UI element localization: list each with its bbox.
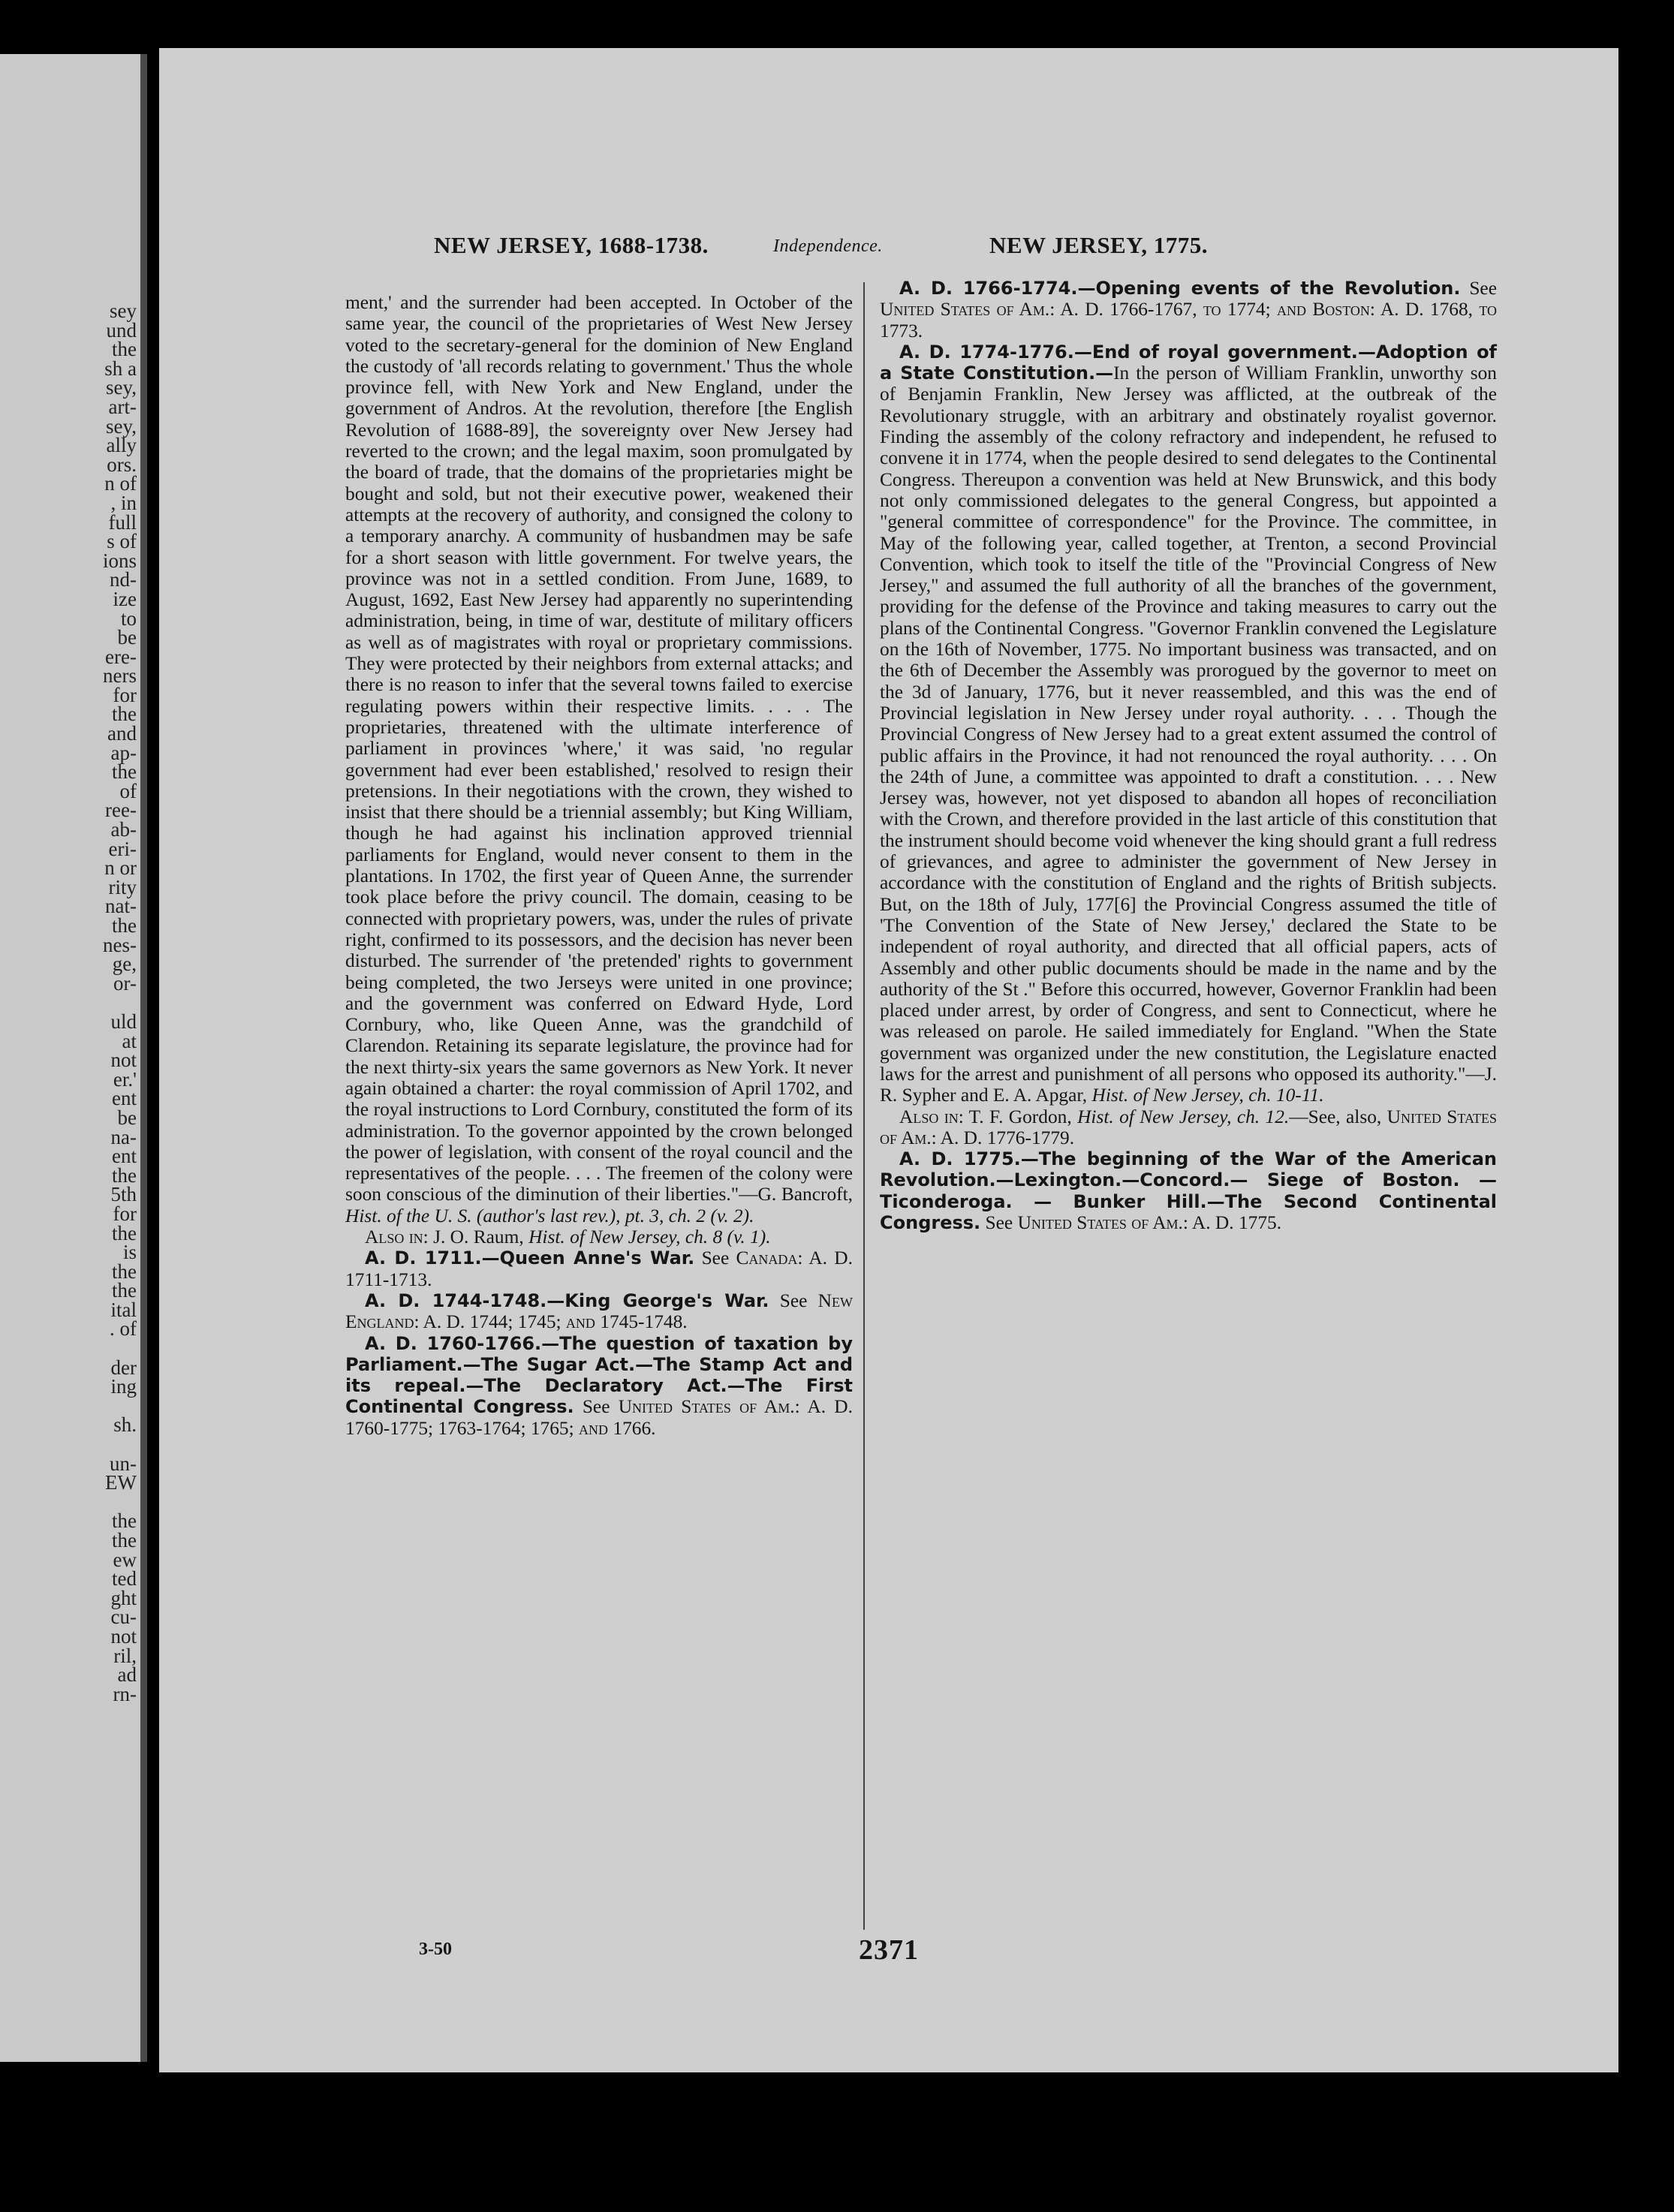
- previous-page-fragments: sey und the sh a sey, art- sey, ally ors. n of , in full s of ions nd- ize to be ere- ners for the and ap- the of ree- ab- eri- n or rity nat- the nes- ge, or- uld at not er.' ent be na- ent the 5th for the is the the ital . of der ing sh. un- EW the the ew ted ght cu- not ril, ad rn-: [102, 299, 137, 1705]
- entry-1760: [345, 1333, 853, 1439]
- see-label: See: [701, 1247, 730, 1269]
- entry-heading: A. D. 1775.—The beginning of the War of the American Revolution.—Lexington.—Concord.— Siege of Boston. — Ticonderoga. — Bunker Hill.—The Second Continental Congress.: [880, 1148, 1497, 1234]
- header-left: NEW JERSEY, 1688-1738.: [434, 232, 709, 258]
- entry-1766: [880, 278, 1497, 342]
- also-in-label: Also in:: [899, 1106, 964, 1127]
- paragraph: [345, 292, 853, 1226]
- entry-heading: A. D. 1744-1748.—King George's War.: [365, 1290, 769, 1311]
- also-in-text: J. O. Raum,: [433, 1226, 524, 1248]
- also-in-label: Also in:: [365, 1226, 429, 1248]
- cross-reference: United States of Am.: A. D. 1766-1767, to 1774; and Boston: A. D. 1768, to 1773.: [880, 299, 1497, 342]
- also-in-citation: Hist. of New Jersey, ch. 8 (v. 1).: [528, 1226, 771, 1248]
- column-divider: [863, 282, 865, 1930]
- page-number: 2371: [859, 1934, 919, 1966]
- left-column: [345, 292, 853, 1439]
- previous-page-edge: [0, 54, 147, 2062]
- entry-1711: [345, 1247, 853, 1290]
- running-header: [159, 232, 1618, 269]
- entry-1744: [345, 1290, 853, 1333]
- entry-1775: [880, 1148, 1497, 1233]
- paragraph-text: ment,' and the surrender had been accepted. In October of the same year, the council of the proprietaries of West New Jersey voted to the secretary-general for the dominion of New England the custody of 'all records relating to government.' Thus the whole province fell, with New York and New England, under the government of Andros. At the revolution, therefore [the English Revolution of 1688-89], the sovereignty over New Jersey had reverted to the crown; and the legal maxim, soon promulgated by the board of trade, that the domains of the proprietaries might be bought and sold, but not their executive power, weakened their attempts at the recovery of authority, and consigned the colony to a temporary anarchy. A community of husbandmen may be safe for a short season with little government. For twelve years, the province was not in a settled condition. From June, 1689, to August, 1692, East New Jersey had apparently no superintending administration, being, in time of war, destitute of military officers as well as of magistrates with royal or proprietary commissions. They were protected by their neighbors from external attacks; and there is no reason to infer that the several towns failed to exercise regulating powers within their respective limits. . . . The proprietaries, threatened with the ultimate interference of parliament in provinces 'where,' it was said, 'no regular government had ever been established,' resolved to resign their pretensions. In their negotiations with the crown, they wished to insist that there should be a triennial assembly; but King William, though he had against his inclination approved triennial parliaments for England, would never consent to them in the plantations. In 1702, the first year of Queen Anne, the surrender took place before the privy council. The domain, ceasing to be connected with proprietary powers, was, under the rules of private right, confirmed to its possessors, and the decision has never been disturbed. The surrender of 'the pretended' rights to government being completed, the two Jerseys were united in one province; and the government was conferred on Edward Hyde, Lord Cornbury, who, like Queen Anne, was the grandchild of Clarendon. Retaining its separate legislature, the province had for the next thirty-six years the same governors as New York. It never again obtained a charter: the royal commission of April 1702, and the royal instructions to Lord Cornbury, constituted the form of its administration. To the governor appointed by the crown belonged the power of legislation, with consent of the royal council and the representatives of the people. . . . The freemen of the colony were soon conscious of the diminution of their liberties."—G. Bancroft,: [345, 292, 853, 1205]
- cross-reference: Canada: A. D. 1711-1713.: [345, 1247, 853, 1290]
- right-column: [880, 278, 1497, 1233]
- page-gutter: [140, 54, 147, 2062]
- document-page: [159, 48, 1618, 2072]
- header-right: NEW JERSEY, 1775.: [989, 232, 1209, 258]
- also-in-note: [345, 1226, 853, 1247]
- see-label: See: [1469, 278, 1497, 299]
- citation: Hist. of New Jersey, ch. 10-11.: [1091, 1085, 1324, 1106]
- see-label: See: [779, 1290, 808, 1311]
- entry-heading: A. D. 1774-1776.—End of royal government.—Adoption of a State Constitution.—: [880, 341, 1497, 384]
- entry-heading: A. D. 1766-1774.—Opening events of the Revolution.: [899, 278, 1461, 299]
- also-in-note: [880, 1106, 1497, 1149]
- entry-1774: [880, 342, 1497, 1106]
- cross-reference: United States of Am.: A. D. 1776-1779.: [880, 1106, 1497, 1148]
- see-label: See: [582, 1396, 610, 1418]
- entry-heading: A. D. 1711.—Queen Anne's War.: [365, 1247, 695, 1269]
- also-in-text: T. F. Gordon,: [968, 1106, 1072, 1127]
- signature-mark: 3-50: [419, 1940, 452, 1959]
- entry-heading: A. D. 1760-1766.—The question of taxation by Parliament.—The Sugar Act.—The Stamp Act and its repeal.—The Declaratory Act.—The First Continental Congress.: [345, 1332, 853, 1418]
- citation: Hist. of the U. S. (author's last rev.), pt. 3, ch. 2 (v. 2).: [345, 1205, 754, 1226]
- entry-text: In the person of William Franklin, unworthy son of Benjamin Franklin, New Jersey was afflicted, at the outbreak of the Revolutionary struggle, with an arbitrary and obstinately royalist governor. Finding the assembly of the colony refractory and independent, he refused to convene it in 1774, when the people desired to send delegates to the Continental Congress. Thereupon a convention was held at New Brunswick, and this body not only commissioned delegates to the general Congress, but appointed a "general committee of correspondence" for the Province. The committee, in May of the following year, called together, at Trenton, a second Provincial Convention, which took to itself the title of the "Provincial Congress of New Jersey," and assumed the full authority of all the branches of the government, providing for the defense of the Province and taking measures to carry out the plans of the Continental Congress. "Governor Franklin convened the Legislature on the 16th of November, 1775. No important business was transacted, and on the 6th of December the Assembly was prorogued by the governor to meet on the 3d of January, 1776, but it never reassembled, and this was the end of Provincial legislation in New Jersey under royal authority. . . . Though the Provincial Congress of New Jersey had to a great extent assumed the control of public affairs in the Province, it had not renounced the royal authority. . . . On the 24th of June, a committee was appointed to draft a constitution. . . . New Jersey was, however, not yet disposed to abandon all hopes of reconciliation with the Crown, and therefore provided in the last article of this constitution that the instrument should become void whenever the king should grant a full redress of grievances, and agree to administer the government of New Jersey in accordance with the constitution of England and the rights of British subjects. But, on the 18th of July, 177[6] the Provincial Congress assumed the title of 'The Convention of the State of New Jersey,' declared the State to be independent of royal authority, and directed that all official papers, acts of Assembly and other public documents should be made in the name and by the authority of the St ." Before this occurred, however, Governor Franklin had been placed under arrest, by order of Congress, and sent to Connecticut, where he was released on parole. He sailed immediately for England. "When the State government was organized under the new constitution, the Legislature enacted laws for the arrest and punishment of all persons who opposed its authority."—J. R. Sypher and E. A. Apgar,: [880, 363, 1497, 1106]
- cross-reference: United States of Am.: A. D. 1760-1775; 1763-1764; 1765; and 1766.: [345, 1396, 853, 1439]
- see-also-label: —See, also,: [1289, 1106, 1382, 1127]
- see-label: See: [985, 1212, 1013, 1234]
- cross-reference: New England: A. D. 1744; 1745; and 1745-1748.: [345, 1290, 853, 1333]
- header-middle: Independence.: [773, 236, 883, 256]
- also-in-citation: Hist. of New Jersey, ch. 12.: [1077, 1106, 1290, 1127]
- cross-reference: United States of Am.: A. D. 1775.: [1017, 1212, 1282, 1234]
